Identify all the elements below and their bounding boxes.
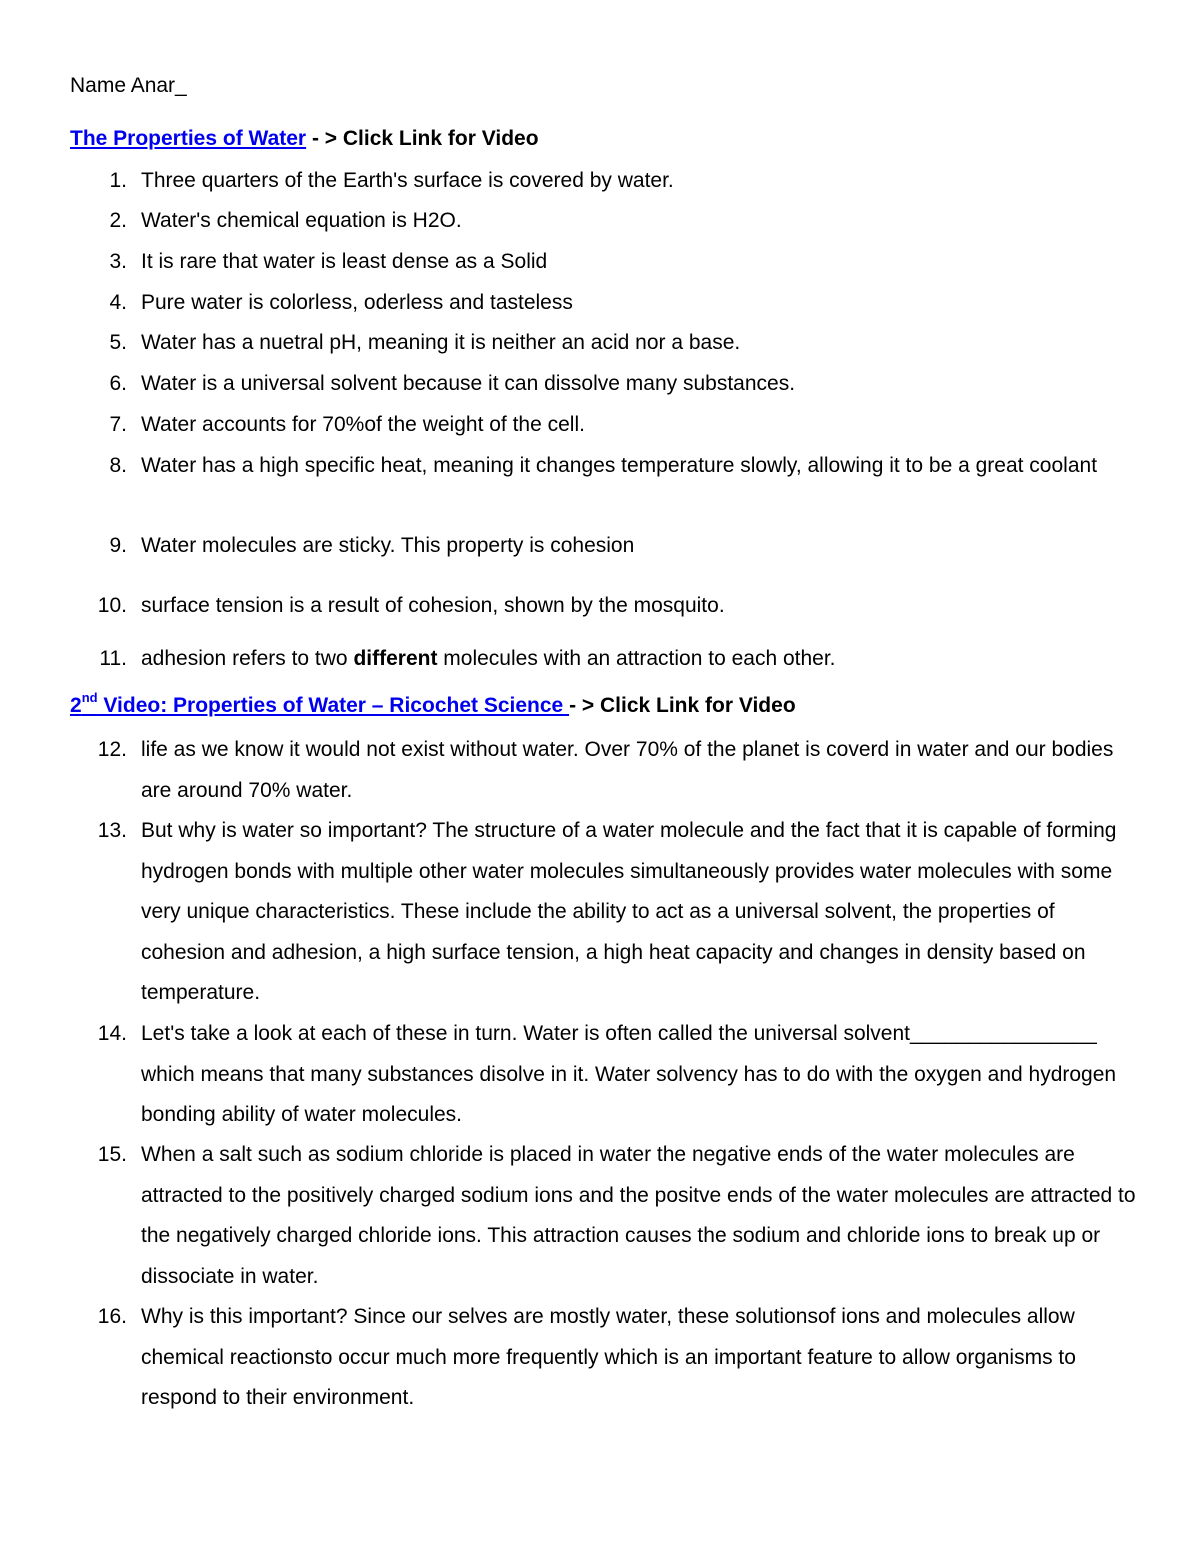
item-text: Water has a high specific heat, meaning it changes temperature slowly, allowing it to be a great coolant bbox=[141, 454, 1098, 477]
item-text: surface tension is a result of cohesion, shown by the mosquito. bbox=[141, 594, 725, 617]
item-number: 7. bbox=[109, 413, 127, 436]
link-text-part: Video: Properties of Water – Ricochet Science bbox=[97, 694, 570, 717]
item-number: 1. bbox=[109, 169, 127, 192]
item-text-part: molecules with an attraction to each other. bbox=[437, 647, 836, 670]
item-number: 3. bbox=[109, 250, 127, 273]
click-link-label-1: - > Click Link for Video bbox=[306, 127, 539, 150]
item-text-part: adhesion refers to two bbox=[141, 647, 354, 670]
section-heading-1 bbox=[70, 125, 539, 153]
item-text: Pure water is colorless, oderless and tasteless bbox=[141, 291, 573, 314]
item-number: 2. bbox=[109, 209, 127, 232]
item-text: Water is a universal solvent because it can dissolve many substances. bbox=[141, 372, 796, 395]
item-number: 15. bbox=[97, 1143, 127, 1166]
item-number: 16. bbox=[97, 1305, 127, 1328]
item-text bbox=[141, 639, 1136, 680]
ricochet-science-video-link[interactable] bbox=[70, 690, 570, 717]
item-number: 4. bbox=[109, 291, 127, 314]
item-text: Water accounts for 70%of the weight of the cell. bbox=[141, 413, 585, 436]
item-text: Water's chemical equation is H2O. bbox=[141, 209, 462, 232]
item-text: life as we know it would not exist without water. Over 70% of the planet is coverd in water and our bodies are around 70% water. bbox=[141, 738, 1114, 802]
click-link-label-2: - > Click Link for Video bbox=[569, 694, 796, 717]
item-text: Three quarters of the Earth's surface is covered by water. bbox=[141, 169, 674, 192]
item-number: 5. bbox=[109, 331, 127, 354]
item-text: It is rare that water is least dense as a Solid bbox=[141, 250, 548, 273]
item-number: 8. bbox=[109, 454, 127, 477]
item-number: 11. bbox=[99, 647, 127, 670]
item-number: 6. bbox=[109, 372, 127, 395]
link-text-part: 2 bbox=[70, 694, 82, 717]
item-text: Why is this important? Since our selves are mostly water, these solutionsof ions and molecules allow chemical reactionsto occur much more frequently which is an important feature to allow organisms to respond to their environment. bbox=[141, 1305, 1076, 1409]
properties-of-water-video-link[interactable]: The Properties of Water bbox=[70, 127, 307, 150]
student-name-line: Name Anar_ bbox=[70, 74, 187, 97]
item-number: 13. bbox=[97, 819, 127, 842]
section-heading-2 bbox=[70, 692, 796, 720]
emphasized-word: different bbox=[353, 647, 438, 670]
item-text: When a salt such as sodium chloride is placed in water the negative ends of the water molecules are attracted to the positively charged sodium ions and the positve ends of the water molecules are attracted to the negatively charged chloride ions. This attraction causes the sodium and chloride ions to break up or dissociate in water. bbox=[141, 1143, 1136, 1288]
ordinal-superscript: nd bbox=[81, 690, 98, 705]
item-number: 9. bbox=[109, 534, 127, 557]
item-text: Water molecules are sticky. This property is cohesion bbox=[141, 534, 635, 557]
item-number: 14. bbox=[97, 1022, 127, 1045]
item-text: Let's take a look at each of these in turn. Water is often called the universal solvent________________ which means that many substances disolve in it. Water solvency has to do with the oxygen and hydrogen bonding ability of water molecules. bbox=[141, 1022, 1117, 1126]
item-number: 12. bbox=[97, 738, 127, 761]
item-text: But why is water so important? The structure of a water molecule and the fact that it is capable of forming hydrogen bonds with multiple other water molecules simultaneously provides water molecules with some very unique characteristics. These include the ability to act as a universal solvent, the properties of cohesion and adhesion, a high surface tension, a high heat capacity and changes in density based on temperature. bbox=[141, 819, 1117, 1004]
item-number: 10. bbox=[97, 594, 127, 617]
item-text: Water has a nuetral pH, meaning it is neither an acid nor a base. bbox=[141, 331, 741, 354]
